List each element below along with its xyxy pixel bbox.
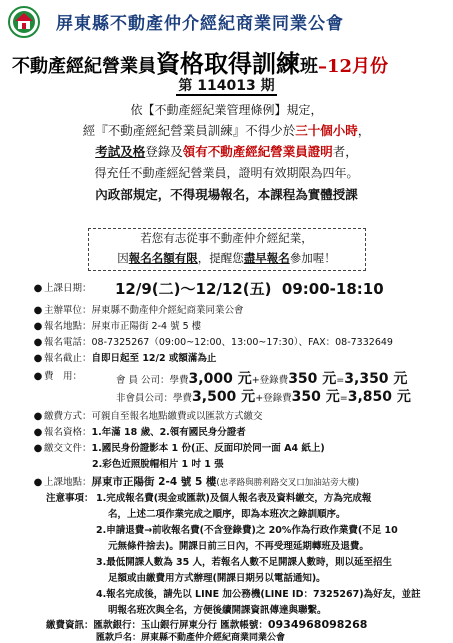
fee-non-member-tuition: 3,500 元 [192,389,256,405]
note-3a: 3.最低開課人數為 35 人，若報名人數不足開課人數時，則以延至招生 [96,557,393,568]
place-label: 報名地點： [44,321,92,332]
deadline-label: 報名截止： [44,353,92,364]
intro-line-2 [0,121,453,139]
intro-text: 者， [332,144,358,159]
fee-member-row [116,368,407,388]
account-value: 0934968098268 [267,618,368,631]
payment-info-row [46,617,367,631]
document-item-1: 1.國民身份證影本 1 份(正、反面印於同一面 A4 紙上) [91,443,325,454]
date-row [32,280,92,294]
note-1a: 1.完成報名費(現金或匯款)及個人報名表及資料繳交，方為完成報 [96,493,372,504]
deadline-row [32,350,216,364]
hours-highlight: 三十個小時 [295,123,358,138]
intro-line-4: 得充任不動產經紀營業員，證明有效期限為四年。 [94,166,359,180]
bullet-icon: ● [33,443,43,454]
callout-line-2 [0,250,453,266]
holder-value: 屏東縣不動產仲介經紀商業同業公會 [141,633,286,643]
bullet-icon: ● [33,321,43,332]
note-2a: 2.申請退費→前收報名費(不含登錄費)之 20%作為行政作業費(不足 10 [96,525,398,536]
place-row [32,318,201,332]
qualification-label: 報名資格： [44,427,92,438]
deadline-value: 自即日起至 12/2 或額滿為止 [91,353,217,364]
page-title [12,44,388,79]
callout-line-1: 若您有志從事不動產仲介經紀業， [140,231,313,245]
document-item-2: 2.彩色近照脫帽相片 1 吋 1 張 [92,459,224,470]
fee-member-reg: 350 元 [288,371,337,387]
intro-text: ， [357,123,371,138]
payment-info-label: 繳費資訊： [46,620,94,631]
class-location-label: 上課地點： [44,477,92,488]
intro-line-3 [0,142,453,160]
phone-row [32,334,393,348]
place-value: 屏東市正陽街 2-4 號 5 樓 [91,321,202,332]
organizer-value: 屏東縣不動產仲介經紀商業同業公會 [91,305,244,316]
note-3b: 足額或由繳費用方式辦理(開課日期另以電話通知)。 [108,573,326,584]
intro-text: 經『不動產經紀營業員訓練』不得少於 [82,123,296,138]
phone-value: 08-7325267（09:00~12:00、13:00~17:30）、FAX：08-7332649 [91,337,393,348]
period-number [0,75,453,95]
bullet-icon: ● [33,305,43,316]
title-part-4: –12月份 [318,56,389,77]
callout-text: 參加喔！ [289,251,336,265]
time-range: 09:00-18:10 [281,280,384,298]
fee-non-member-reg: 350 元 [291,389,340,405]
notes-label: 注意事項： [46,493,94,504]
payment-method-row [32,408,263,422]
title-part-2: 資格取得訓練 [156,49,300,78]
organization-name: 屏東縣不動產仲介經紀商業同業公會 [56,14,344,34]
bullet-icon: ● [33,353,43,364]
documents-row [32,440,325,454]
organizer-row [32,302,244,316]
bullet-icon: ● [33,371,43,382]
intro-line-5: 內政部規定，不得現場報名，本課程為實體授課 [95,187,358,202]
bank-label: 匯款銀行： [93,620,142,631]
note-4a: 4.報名完成後，請先以 LINE 加公務機(LINE ID：7325267)為好友，並註 [96,589,421,600]
bullet-icon: ● [33,283,43,294]
holder-label: 匯款戶名： [96,633,142,643]
payment-method-label: 繳費方式： [44,411,92,422]
fee-reg-label: +登錄費 [255,393,292,404]
fee-non-member-total: 3,850 元 [347,389,411,405]
association-logo-icon [8,6,40,38]
note-2b: 元無條件捨去)。開課日前三日內，不再受理延期轉班及退費。 [108,541,369,552]
intro-text: 登錄及 [145,144,183,159]
bullet-icon: ● [33,477,43,488]
date-range: 12/9(二)～12/12(五) [115,280,272,298]
exam-pass-text: 考試及格 [95,144,146,159]
fee-non-member-label: 非會員公司：學費 [116,393,193,404]
bank-value: 玉山銀行屏東分行 [141,620,218,631]
fee-label: 費 用： [44,371,83,382]
fee-member-total: 3,350 元 [344,371,408,387]
fee-equals: = [336,375,345,386]
qualification-row [32,424,246,438]
limited-quota-text: 報名名額有限 [128,251,198,265]
bullet-icon: ● [33,427,43,438]
register-early-text: 盡早報名 [243,251,290,265]
title-part-1: 不動產經紀營業員 [12,56,156,77]
fee-equals: = [339,393,348,404]
callout-text: ，提醒您 [197,251,244,265]
phone-label: 報名電話： [44,337,92,348]
class-location-note: (忠孝路與勝利路交叉口加油站旁大樓) [216,478,360,488]
date-value [115,278,384,299]
intro-line-1: 依【不動產經紀業管理條例】規定， [130,103,323,117]
bullet-icon: ● [33,411,43,422]
qualification-value: 1.年滿 18 歲、2.領有國民身分證者 [91,427,246,438]
note-1b: 名，上述二項作業完成之順序，即為本班次之錄訓順序。 [108,509,346,520]
payment-method-value: 可親自至報名地點繳費或以匯款方式繳交 [91,411,263,422]
organizer-label: 主辦單位： [44,305,92,316]
fee-non-member-row [116,386,411,406]
callout-text: 因 [117,251,129,265]
documents-label: 繳交文件： [44,443,92,454]
period-label: 第 114013 期 [178,78,275,94]
account-label: 匯款帳號： [220,620,268,631]
class-location-value: 屏東市正陽街 2-4 號 5 樓 [91,476,217,488]
account-holder-row [96,630,285,643]
bullet-icon: ● [33,337,43,348]
certificate-highlight: 領有不動產經紀營業員證明 [182,144,333,159]
title-part-3: 班 [300,56,318,77]
note-4b: 明報名班次與全名，方便後續開課資訊傳達與聯繫。 [108,605,327,616]
fee-member-label: 會 員 公司：學費 [116,375,189,386]
fee-row [32,368,82,382]
fee-member-tuition: 3,000 元 [188,371,252,387]
class-location-row [32,474,359,489]
fee-reg-label: +登錄費 [251,375,289,386]
date-label: 上課日期： [44,283,92,294]
